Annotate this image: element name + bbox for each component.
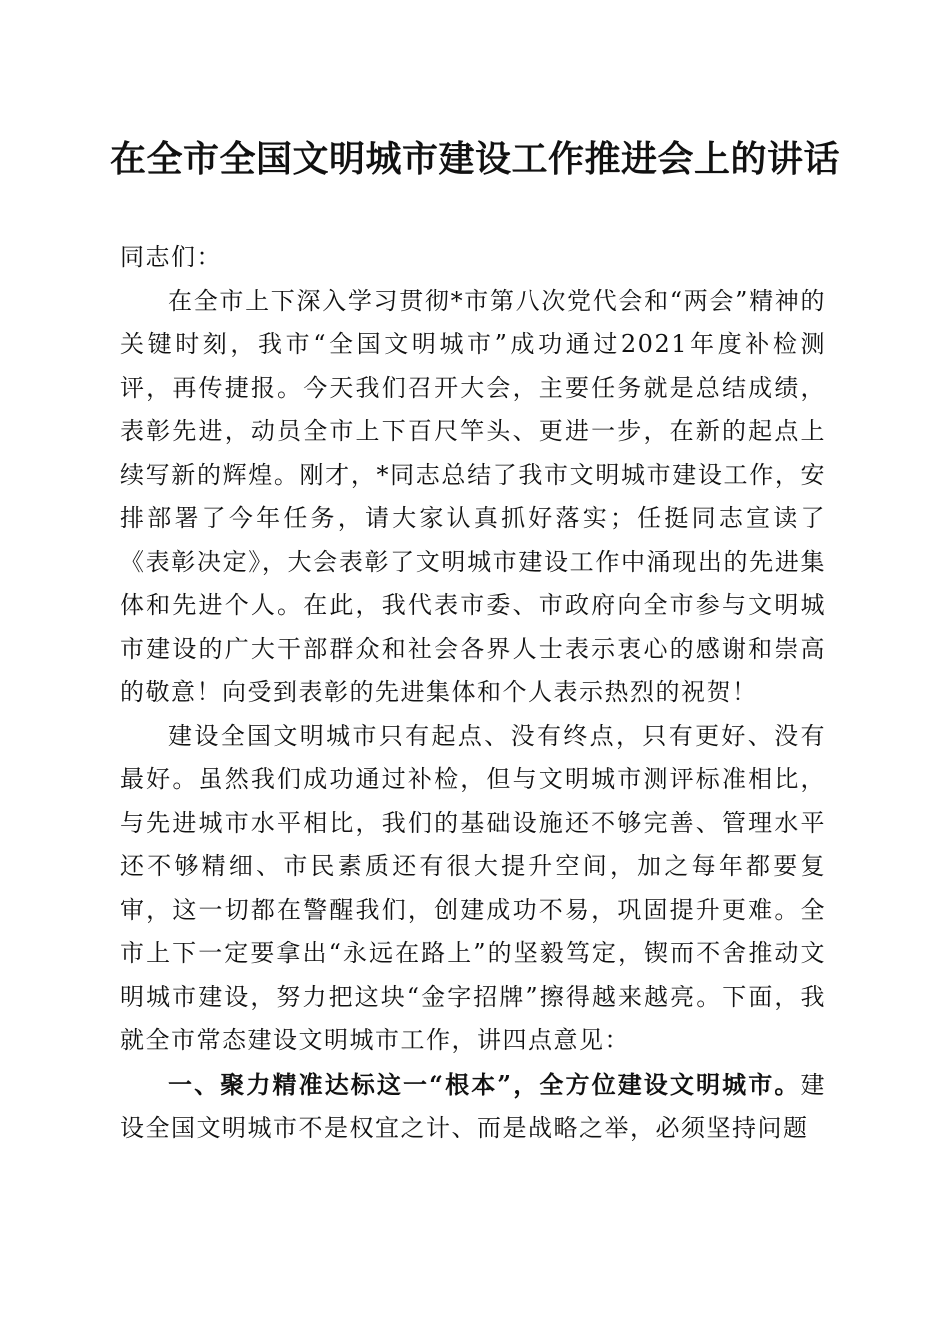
salutation: 同志们： [120, 243, 222, 271]
paragraph-1: 在全市上下深入学习贯彻*市第八次党代会和“两会”精神的关键时刻，我市“全国文明城市”成功通过2021年度补检测评，再传捷报。今天我们召开大会，主要任务就是总结成绩，表彰先进，动员全市上下百尺竿头、更进一步，在新的起点上续写新的辉煌。刚才，*同志总结了我市文明城市建设工作，安排部署了今年任务，请大家认真抓好落实；任挺同志宣读了《表彰决定》，大会表彰了文明城市建设工作中涌现出的先进集体和先进个人。在此，我代表市委、市政府向全市参与文明城市建设的广大干部群众和社会各界人士表示衷心的感谢和崇高的敬意！向受到表彰的先进集体和个人表示热烈的祝贺！ [120, 286, 826, 706]
document-title: 在全市全国文明城市建设工作推进会上的讲话 [109, 138, 840, 180]
section-one-heading: 一、聚力精准达标这一“根本”，全方位建设文明城市。 [168, 1069, 801, 1099]
paragraph-2: 建设全国文明城市只有起点、没有终点，只有更好、没有最好。虽然我们成功通过补检，但与文明城市测评标准相比，与先进城市水平相比，我们的基础设施还不够完善、管理水平还不够精细、市民素质还有很大提升空间，加之每年都要复审，这一切都在警醒我们，创建成功不易，巩固提升更难。全市上下一定要拿出“永远在路上”的坚毅笃定，锲而不舍推动文明城市建设，努力把这块“金字招牌”擦得越来越亮。下面，我就全市常态建设文明城市工作，讲四点意见： [120, 721, 826, 1054]
section-one-text: 建设全国文明城市不是权宜之计、而是战略之举，必须坚持问题 [120, 1070, 826, 1142]
section-one-paragraph [120, 1063, 826, 1151]
document-body [120, 236, 826, 1151]
